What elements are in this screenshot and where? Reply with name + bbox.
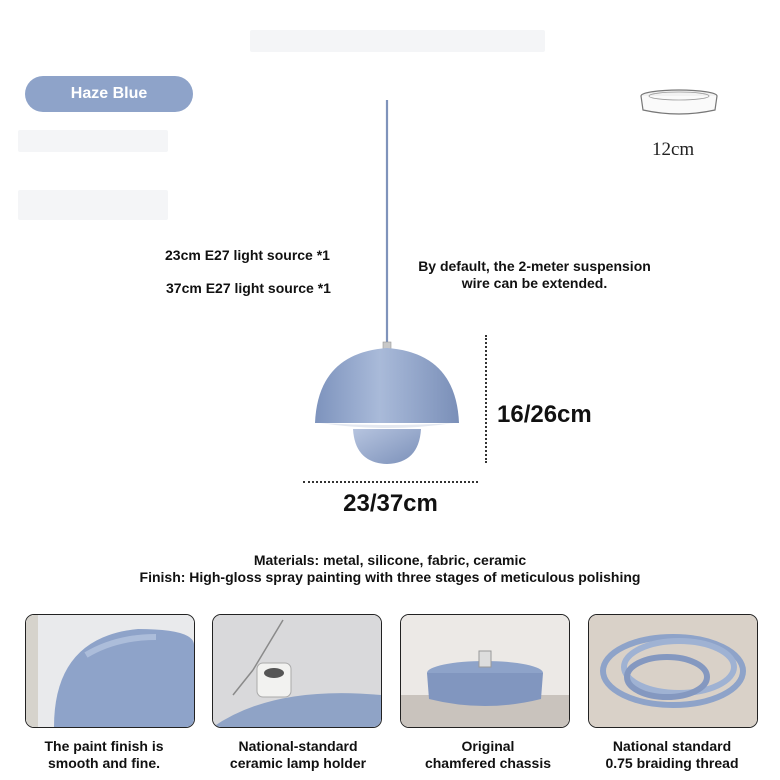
caption-line: National-standard xyxy=(238,738,358,754)
materials-line: Materials: metal, silicone, fabric, ceramic xyxy=(253,552,527,568)
paint-finish-icon xyxy=(26,615,194,727)
background-shadow xyxy=(250,30,545,52)
lamp-holder-icon xyxy=(213,615,381,727)
feature-caption-chassis xyxy=(393,738,583,772)
caption-line: The paint finish is xyxy=(44,738,164,754)
height-dimension-line xyxy=(485,335,488,463)
braided-cable-icon xyxy=(589,615,757,727)
finish-line: Finish: High-gloss spray painting with three stages of meticulous polishing xyxy=(139,569,641,585)
height-dimension-label: 16/26cm xyxy=(497,401,592,428)
caption-line: Original xyxy=(461,738,515,754)
feature-caption-braided-cable xyxy=(577,738,767,772)
suspension-note-line-2: wire can be extended. xyxy=(461,275,608,291)
color-badge: Haze Blue xyxy=(25,76,193,112)
feature-image-chassis xyxy=(400,614,570,728)
suspension-note-line-1: By default, the 2-meter suspension xyxy=(418,258,651,274)
caption-line: National standard xyxy=(612,738,732,754)
caption-line: smooth and fine. xyxy=(48,755,160,771)
light-source-spec-2: 37cm E27 light source *1 xyxy=(166,280,331,296)
width-dimension-label: 23/37cm xyxy=(343,490,438,517)
pendant-lamp-icon xyxy=(300,95,480,485)
feature-caption-lamp-holder xyxy=(203,738,393,772)
canopy-icon xyxy=(636,82,722,122)
background-shadow xyxy=(18,130,168,152)
feature-caption-paint-finish xyxy=(9,738,199,772)
caption-line: chamfered chassis xyxy=(424,755,552,771)
width-dimension-line xyxy=(303,481,478,484)
background-shadow xyxy=(18,190,168,220)
chassis-icon xyxy=(401,615,569,727)
caption-line: 0.75 braiding thread xyxy=(605,755,739,771)
feature-image-paint-finish xyxy=(25,614,195,728)
light-source-spec-1: 23cm E27 light source *1 xyxy=(165,247,330,263)
feature-image-lamp-holder xyxy=(212,614,382,728)
canopy-size-label: 12cm xyxy=(652,139,695,160)
caption-line: ceramic lamp holder xyxy=(229,755,367,771)
feature-image-braided-cable xyxy=(588,614,758,728)
materials-text xyxy=(0,552,780,586)
